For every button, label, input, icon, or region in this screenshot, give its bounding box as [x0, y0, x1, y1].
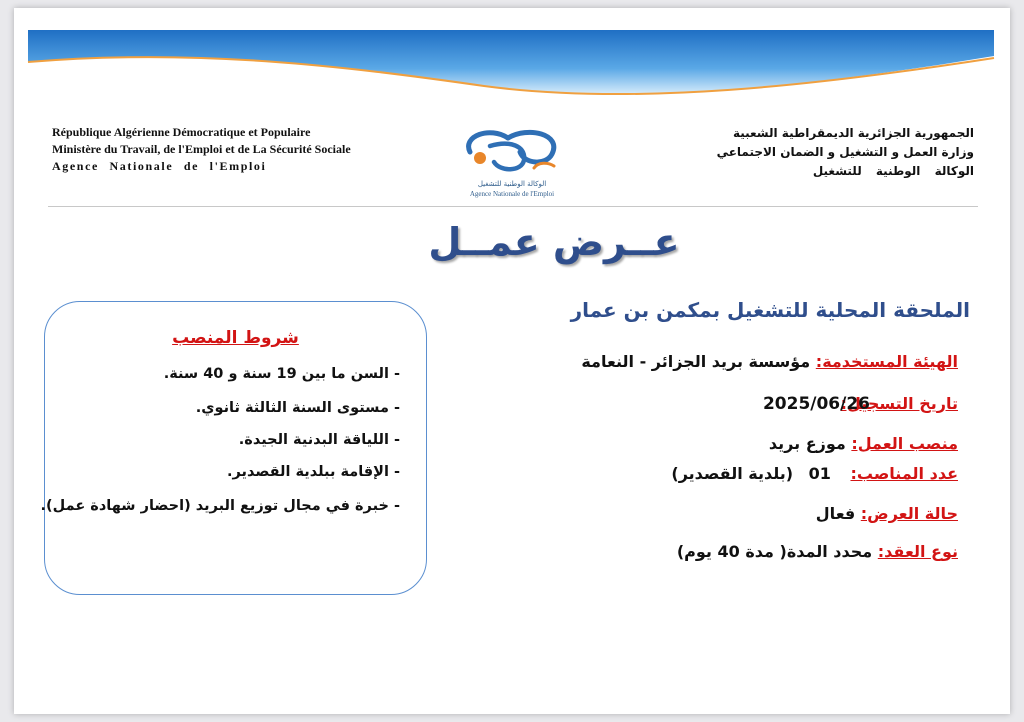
anem-logo	[450, 122, 574, 202]
contract-row	[677, 542, 958, 561]
offer-title: عــرض عمــل	[428, 220, 680, 264]
count-value: 01	[808, 464, 831, 483]
agency-name-fr: Agence Nationale de l'Emploi	[52, 159, 267, 173]
employer-label: الهيئة المستخدمة:	[815, 352, 958, 371]
header-french-block	[52, 124, 422, 175]
position-label: منصب العمل:	[851, 434, 958, 453]
condition-item: - السن ما بين 19 سنة و 40 سنة.	[163, 366, 400, 382]
count-row	[671, 464, 958, 483]
contract-value: محدد المدة( مدة 40 يوم)	[676, 542, 873, 561]
ministry-name-ar: وزارة العمل و التشغيل و الضمان الاجتماعي	[716, 145, 974, 159]
status-row	[816, 504, 958, 523]
document-page	[14, 8, 1010, 714]
conditions-title: شروط المنصب	[172, 328, 299, 348]
employer-row	[581, 352, 958, 371]
ministry-name-fr: Ministère du Travail, de l'Emploi et de La Sécurité Sociale	[52, 142, 351, 156]
conditions-box	[40, 301, 427, 595]
condition-item: - الإقامة ببلدية القصدير.	[226, 464, 400, 480]
registration-label: تاريخ التسجيل:	[840, 394, 958, 413]
agency-name-ar: الوكالة الوطنية للتشغيل	[812, 164, 974, 178]
registration-date: 2025/06/26	[762, 394, 870, 414]
employer-value: مؤسسة بريد الجزائر - النعامة	[581, 352, 811, 371]
condition-item: - اللياقة البدنية الجيدة.	[238, 432, 400, 448]
local-agency-name: الملحقة المحلية للتشغيل بمكمن بن عمار	[570, 298, 970, 322]
header-divider	[48, 206, 978, 207]
count-label: عدد المناصب:	[850, 464, 958, 483]
condition-item: - مستوى السنة الثالثة ثانوي.	[195, 400, 400, 416]
logo-caption-fr: Agence Nationale de l'Emploi	[469, 190, 555, 198]
position-row	[769, 434, 958, 453]
condition-item: - خبرة في مجال توزيع البريد (احضار شهادة عمل).	[40, 498, 400, 514]
republic-name-ar: الجمهورية الجزائرية الديمقراطية الشعبية	[732, 126, 974, 140]
header-wave-banner	[14, 8, 1010, 108]
republic-name-fr: République Algérienne Démocratique et Populaire	[52, 125, 311, 139]
contract-label: نوع العقد:	[877, 542, 958, 561]
count-note: (بلدية القصدير)	[671, 464, 794, 483]
status-value: فعال	[815, 504, 856, 523]
header-arabic-block	[594, 124, 974, 181]
status-label: حالة العرض:	[860, 504, 958, 523]
logo-caption-ar: الوكالة الوطنية للتشغيل	[477, 180, 547, 188]
position-value: موزع بريد	[768, 434, 846, 453]
